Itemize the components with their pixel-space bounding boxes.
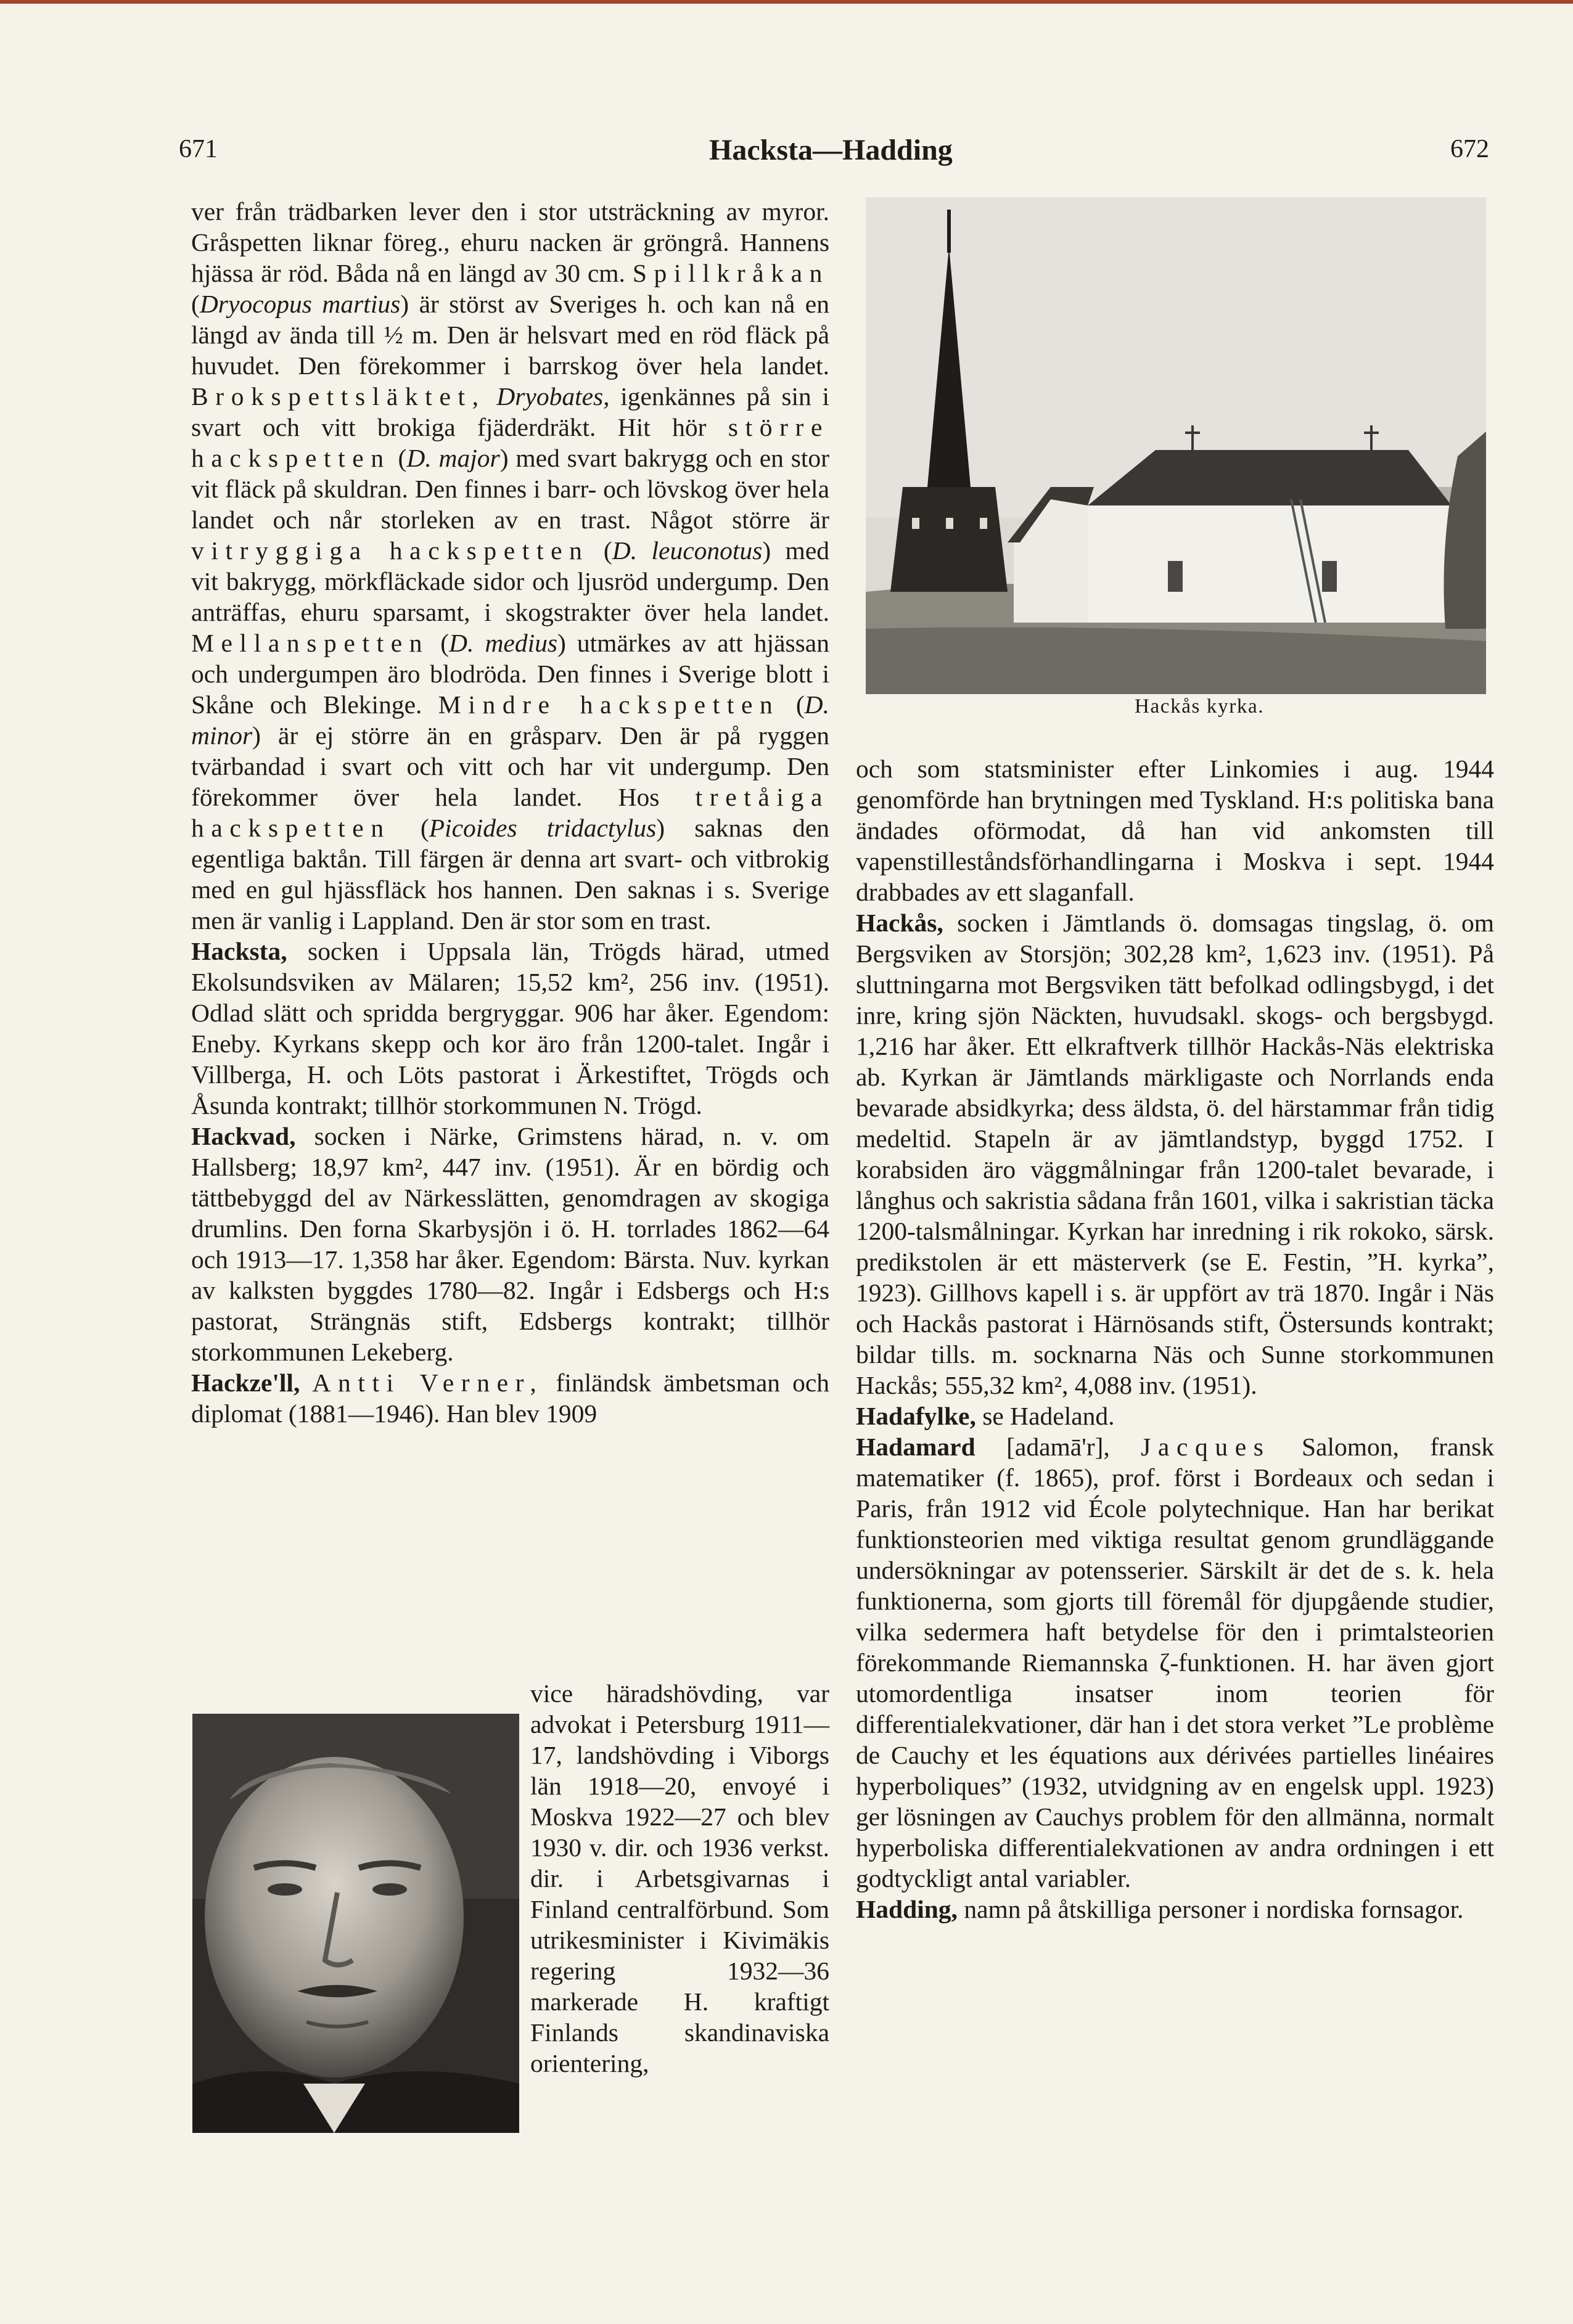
spillkrakan-text: är störst av Sveriges h. och kan nå en längd av ända till ½ m. Den är helsvart med en röd fläck på huvudet. Den förekommer i barrskog över hela landet. bbox=[191, 290, 829, 380]
spillkrakan-latin: Dryocopus martius bbox=[199, 290, 401, 318]
tretaiga-term: tretåiga hackspetten bbox=[191, 783, 829, 842]
vitryggiga-latin: D. leuconotus bbox=[612, 536, 763, 565]
woodpecker-paragraph: ver från trädbarken lever den i stor utsträckning av myror. Gråspetten liknar föreg., ehuru nacken är gröngrå. Hannens hjässa är röd. Båda nå en längd av 30 cm. Spillkråkan (Dryocopus martius) är störst av Sveriges h. och kan nå en längd av ända till ½ m. Den är helsvart med en röd fläck på huvudet. Den förekommer i barrskog över hela landet. Brokspettsläktet, Dryobates, igenkännes på sin i svart och vitt brokiga fjäderdräkt. Hit hör större hackspetten (D. major) med svart bakrygg och en stor vit fläck på skuldran. Den finnes i barr- och lövskog över hela landet och når storleken av en trast. Något större är vitryggiga hackspetten (D. leuconotus) med vit bakrygg, mörkfläckade sidor och ljusröd undergump. Den anträffas, ehuru sparsamt, i skogstrakter över hela landet. Mellanspetten (D. medius) utmärkes av att hjässan och undergumpen äro blodröda. Den finnes i Sverige blott i Skåne och Blekinge. Mindre hackspetten (D. minor) är ej större än en gråsparv. Den är på ryggen tvärbandad i svart och vitt och har vit undergump. Den förekommer över hela landet. Hos tretåiga hackspetten (Picoides tridactylus) saknas den egentliga baktån. Till färgen är denna art svart- och vitbrokig med en gul hjässfläck hos hannen. Den saknas i s. Sverige men är vanlig i Lappland. Den är stor som en trast. bbox=[191, 197, 830, 935]
page-number-left: 671 bbox=[179, 135, 218, 163]
headword-hadamard: Hadamard bbox=[856, 1433, 975, 1461]
left-column bbox=[191, 196, 829, 1429]
entry-hackas bbox=[856, 907, 1494, 1401]
headword-hackzell: Hackze'll, bbox=[191, 1369, 300, 1397]
hackzell-wrapped-paragraph: vice häradshövding, var advokat i Petersburg 1911—17, landshövding i Viborgs län 1918—20, envoyé i Moskva 1922—27 och blev 1930 v. dir. och 1936 verkst. dir. i Arbetsgivarnas i Finland centralförbund. Som utrikesminister i Kivimäkis regering 1932—36 markerade H. kraftigt Finlands skandinaviska orientering, bbox=[530, 1679, 829, 2077]
headword-hackvad: Hackvad, bbox=[191, 1122, 296, 1150]
woodpecker-intro: ver från trädbarken lever den i stor utsträckning av myror. Gråspetten liknar föreg., ehuru nacken är gröngrå. Hannens hjässa är röd. Båda nå en längd av 30 cm. bbox=[191, 197, 829, 287]
mindre-text: är ej större än en gråsparv. Den är på ryggen tvärbandad i svart och vitt och har vit undergump. Den förekommer över hela landet. Hos bbox=[191, 721, 829, 811]
hackvad-text: socken i Närke, Grimstens härad, n. v. om Hallsberg; 18,97 km², 447 inv. (1951). Är en bördig och tättbebyggd del av Närkesslätten, genomdragen av skogiga drumlins. Den forna Skarbysjön i ö. H. torrlades 1862—64 och 1913—17. 1,358 har åker. Egendom: Bärsta. Nuv. kyrkan av kalksten byggdes 1780—82. Ingår i Edsbergs och H:s pastorat, Strängnäs stift, Edsbergs kontrakt; tillhör storkommunen Lekeberg. bbox=[191, 1122, 829, 1366]
mellan-term: Mellanspetten bbox=[191, 629, 430, 657]
mindre-latin: D. minor bbox=[191, 690, 830, 750]
spillkrakan-term: Spillkråkan bbox=[632, 259, 829, 287]
portrait-photo bbox=[192, 1714, 519, 2133]
hacksta-text: socken i Uppsala län, Trögds härad, utmed Ekolsundsviken av Mälaren; 15,52 km², 256 inv. (1951). Odlad slätt och spridda bergryggar. 906 har åker. Egendom: Eneby. Kyrkans skepp och kor äro från 1200-talet. Ingår i Villberga, H. och Löts pastorat i Ärkestiftet, Trögds och Åsunda kontrakt; tillhör storkommunen N. Trögd. bbox=[191, 937, 829, 1119]
portrait-image bbox=[192, 1714, 519, 2133]
storre-latin: D. major bbox=[406, 444, 500, 472]
church-photo bbox=[866, 197, 1486, 694]
brokspett-latin: Dryobates, bbox=[496, 382, 610, 411]
tretaiga-text: saknas den egentliga baktån. Till färgen är denna art svart- och vitbrokig med en gul hjässfläck hos hannen. Den saknas i s. Sverige men är vanlig i Lappland. Den är stor som en trast. bbox=[191, 814, 829, 935]
entry-hadding bbox=[856, 1894, 1494, 1925]
hackzell-name: Antti Verner, bbox=[312, 1369, 544, 1397]
running-header: Hacksta—Hadding bbox=[709, 134, 953, 166]
entry-hacksta bbox=[191, 936, 829, 1121]
hackzell-wrapped-text bbox=[530, 1678, 829, 2079]
brokspett-term: Brokspettsläktet, bbox=[191, 382, 486, 411]
vitryggiga-term: vitryggiga hackspetten bbox=[191, 536, 589, 565]
hadamard-text: Salomon, fransk matematiker (f. 1865), prof. först i Bordeaux och sedan i Paris, från 1912 vid École polytechnique. Han har berikat funktionsteorien med viktiga resultat genom grundläggande undersökningar av potensserier. Särskilt är det de s. k. hela funktionerna, som gjorts till föremål för djupgående studier, vilka sedermera haft betydelse för den i primtalsteorien förekommande Riemannska ζ-funktionen. H. har även gjort utomordentliga insatser inom teorien för differentialekvationer, där han i det stora verket ”Le problème de Cauchy et les équations aux dérivées partielles linéaires hyperboliques” (1932, utvidgning av en engelsk uppl. 1923) ger lösningen av Cauchys problem för den allmänna, normalt hyperboliska differentialekvationen av andra ordningen i ett godtyckligt antal variabler. bbox=[856, 1433, 1495, 1892]
hadamard-pronunciation: [adamā'r], bbox=[1006, 1433, 1110, 1461]
hadamard-name: Jacques bbox=[1141, 1433, 1271, 1461]
brokspett-text: igenkännes på sin i svart och vitt brokiga fjäderdräkt. Hit hör bbox=[191, 382, 829, 441]
tretaiga-latin: Picoides tridactylus bbox=[429, 814, 657, 842]
hadding-text: namn på åtskilliga personer i nordiska fornsagor. bbox=[964, 1895, 1464, 1923]
vitryggiga-text: med vit bakrygg, mörkfläckade sidor och ljusröd undergump. Den anträffas, ehuru sparsamt, i skogstrakter över hela landet. bbox=[191, 536, 829, 626]
mindre-term: Mindre hackspetten bbox=[438, 690, 780, 719]
storre-text: med svart bakrygg och en stor vit fläck på skuldran. Den finnes i barr- och lövskog över hela landet och når storleken av en trast. Något större är bbox=[191, 444, 829, 534]
headword-hadafylke: Hadafylke, bbox=[856, 1402, 976, 1430]
entry-hackzell bbox=[191, 1367, 829, 1429]
storre-term: större hackspetten bbox=[191, 413, 830, 472]
entry-hackvad bbox=[191, 1121, 829, 1367]
mellan-latin: D. medius bbox=[449, 629, 558, 657]
top-border bbox=[0, 0, 1573, 4]
headword-hadding: Hadding, bbox=[856, 1895, 958, 1923]
church-caption: Hackås kyrka. bbox=[1135, 695, 1265, 718]
hadafylke-text: se Hadeland. bbox=[982, 1402, 1115, 1430]
headword-hackas: Hackås, bbox=[856, 909, 943, 937]
hackas-text: socken i Jämtlands ö. domsagas tingslag, ö. om Bergsviken av Storsjön; 302,28 km², 1,623 inv. (1951). På sluttningarna mot Bergsviken tätt befolkad odlingsbygd, i det inre, kring sjön Näckten, huvudsakl. skogs- och bergsbygd. 1,216 har åker. Ett elkraftverk tillhör Hackås-Näs elektriska ab. Kyrkan är Jämtlands märkligaste och Norrlands enda bevarade absidkyrka; dess äldsta, ö. del härstammar från tidig medeltid. Stapeln är av jämtlandstyp, byggd 1752. I korabsiden äro väggmålningar från 1200-talet bevarade, i långhus och sakristia sådana från 1601, vilka i sakristian täcka 1200-talsmålningar. Kyrkan har inredning i rik rokoko, särsk. predikstolen är ett mästerverk (se E. Festin, ”H. kyrka”, 1923). Gillhovs kapell i s. är uppfört av trä 1870. Ingår i Näs och Hackås pastorat i Härnösands stift, Östersunds kontrakt; bildar tills. m. socknarna Näs och Sunne storkommunen Hackås; 555,32 km², 4,088 inv. (1951). bbox=[856, 909, 1495, 1399]
mellan-text: utmärkes av att hjässan och undergumpen äro blodröda. Den finnes i Sverige blott i Skåne och Blekinge. bbox=[191, 629, 829, 719]
headword-hacksta: Hacksta, bbox=[191, 937, 287, 965]
hackzell-text: finländsk ämbetsman och diplomat (1881—1946). Han blev 1909 bbox=[191, 1369, 830, 1428]
right-column bbox=[856, 753, 1494, 1925]
page-number-right: 672 bbox=[1450, 135, 1489, 163]
church-image bbox=[866, 197, 1486, 694]
hackzell-continuation: och som statsminister efter Linkomies i aug. 1944 genomförde han brytningen med Tyskland. H:s politiska bana ändades oförmodat, då han vid ankomsten till vapenstilleståndsförhandlingarna i Moskva i sept. 1944 drabbades av ett slaganfall. bbox=[856, 755, 1494, 906]
entry-hadafylke bbox=[856, 1401, 1494, 1431]
entry-hadamard bbox=[856, 1431, 1494, 1894]
